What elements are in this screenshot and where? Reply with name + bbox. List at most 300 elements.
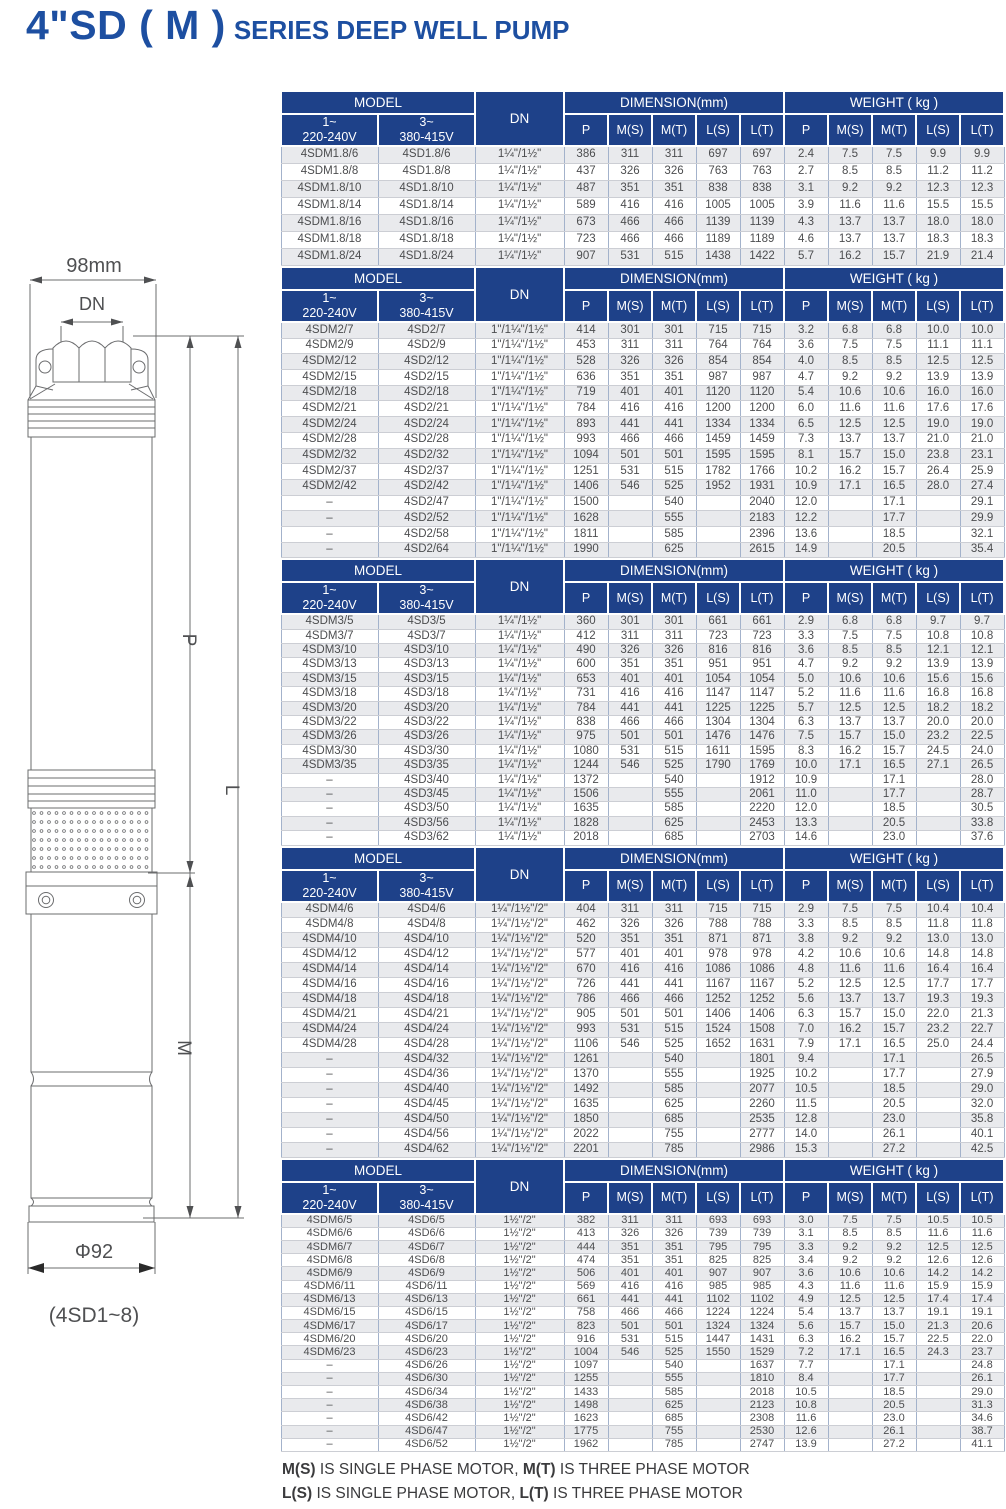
header-model: MODEL	[281, 1159, 475, 1182]
dimension-value: 723	[740, 629, 784, 643]
dimension-value: 697	[696, 146, 740, 164]
dn-value: 1¼"/1½"	[475, 658, 564, 672]
weight-value: 15.0	[872, 448, 916, 464]
header-col-ms: M(S)	[608, 1182, 652, 1214]
dimension-value: 520	[564, 932, 608, 947]
table-row	[281, 338, 1004, 354]
table-row	[281, 1097, 1004, 1112]
dimension-value: 2061	[740, 788, 784, 802]
pump-shoulder	[28, 384, 155, 400]
weight-value: 16.4	[916, 962, 960, 977]
dimension-value: 1635	[564, 802, 608, 816]
weight-value: 38.7	[960, 1425, 1004, 1438]
weight-value: 15.6	[916, 672, 960, 686]
weight-value: 6.0	[784, 401, 828, 417]
weight-value: 9.2	[872, 181, 916, 198]
weight-value: 12.3	[960, 181, 1004, 198]
model-single-phase: –	[281, 511, 378, 527]
weight-value: 23.8	[916, 448, 960, 464]
weight-value	[828, 802, 872, 816]
diagram-caption: (4SD1~8)	[48, 1304, 140, 1327]
dn-value: 1¼"/1½"/2"	[475, 1022, 564, 1037]
weight-value: 7.5	[872, 902, 916, 918]
weight-value: 4.0	[784, 354, 828, 370]
header-col-ms: M(S)	[608, 114, 652, 146]
table-row	[281, 1399, 1004, 1412]
weight-value: 19.1	[960, 1306, 1004, 1319]
spec-table-1_8	[280, 90, 1005, 266]
weight-value: 35.4	[960, 542, 1004, 558]
model-three-phase: 4SD4/8	[378, 917, 475, 932]
svg-text:98mm: 98mm	[66, 255, 122, 277]
dimension-value: 466	[652, 716, 696, 730]
dimension-value	[696, 816, 740, 830]
weight-value: 7.5	[828, 338, 872, 354]
dimension-value: 2220	[740, 802, 784, 816]
model-single-phase: 4SDM3/5	[281, 614, 378, 629]
header-voltage-single: 1~ 220-240V	[281, 114, 378, 146]
weight-value: 23.7	[960, 1346, 1004, 1359]
dimension-value	[696, 1372, 740, 1385]
dn-value: 1½"/2"	[475, 1306, 564, 1319]
dimension-value: 893	[564, 417, 608, 433]
header-col-p: P	[784, 290, 828, 322]
header-model: MODEL	[281, 847, 475, 870]
dimension-value: 351	[608, 370, 652, 386]
dimension-value: 311	[608, 1214, 652, 1228]
dimension-value: 1508	[740, 1022, 784, 1037]
weight-value: 29.9	[960, 511, 1004, 527]
dimension-value: 351	[652, 181, 696, 198]
weight-value: 26.1	[872, 1127, 916, 1142]
header-weight: WEIGHT ( kg )	[784, 847, 1004, 870]
dimension-value: 1952	[696, 479, 740, 495]
spec-table-3	[280, 558, 1005, 845]
model-three-phase: 4SD3/15	[378, 672, 475, 686]
weight-value: 11.2	[960, 164, 1004, 181]
table-header-columns	[281, 870, 1004, 902]
model-single-phase: 4SDM3/10	[281, 644, 378, 658]
weight-value: 23.2	[916, 1022, 960, 1037]
weight-value: 4.3	[784, 215, 828, 232]
dimension-value: 360	[564, 614, 608, 629]
dimension-value: 1631	[740, 1037, 784, 1052]
table-row	[281, 249, 1004, 266]
dn-value: 1¼"/1½"	[475, 730, 564, 744]
weight-value: 6.8	[872, 614, 916, 629]
weight-value: 33.8	[960, 816, 1004, 830]
model-single-phase: 4SDM2/21	[281, 401, 378, 417]
weight-value: 13.7	[828, 215, 872, 232]
table-row	[281, 730, 1004, 744]
dimension-value: 1931	[740, 479, 784, 495]
dn-value: 1¼"/1½"/2"	[475, 1097, 564, 1112]
weight-value: 10.4	[916, 902, 960, 918]
weight-value: 9.2	[872, 658, 916, 672]
weight-value: 3.0	[784, 1214, 828, 1228]
table-header-columns	[281, 114, 1004, 146]
model-single-phase: –	[281, 816, 378, 830]
dimension-value: 1167	[696, 977, 740, 992]
weight-value: 12.6	[916, 1254, 960, 1267]
dn-value: 1"/1¼"/1½"	[475, 385, 564, 401]
weight-value: 20.5	[872, 1399, 916, 1412]
weight-value: 28.7	[960, 788, 1004, 802]
table-row	[281, 788, 1004, 802]
header-col-ms: M(S)	[828, 114, 872, 146]
header-col-mt: M(T)	[652, 582, 696, 614]
table-row	[281, 215, 1004, 232]
dimension-value: 1850	[564, 1112, 608, 1127]
dn-value: 1"/1¼"/1½"	[475, 322, 564, 338]
weight-value: 10.6	[828, 672, 872, 686]
dimension-value: 1529	[740, 1346, 784, 1359]
weight-value: 12.5	[872, 701, 916, 715]
weight-value: 20.5	[872, 816, 916, 830]
dn-value: 1¼"/1½"/2"	[475, 1127, 564, 1142]
dn-value: 1½"/2"	[475, 1346, 564, 1359]
model-three-phase: 4SD6/5	[378, 1214, 475, 1228]
dimension-value: 326	[652, 354, 696, 370]
weight-value: 9.7	[960, 614, 1004, 629]
dn-value: 1"/1¼"/1½"	[475, 401, 564, 417]
weight-value: 15.7	[872, 1022, 916, 1037]
weight-value: 16.0	[960, 385, 1004, 401]
weight-value	[828, 1399, 872, 1412]
dimension-value	[696, 1067, 740, 1082]
weight-value: 21.3	[960, 1007, 1004, 1022]
dimension-value: 466	[608, 232, 652, 249]
model-three-phase: 4SD1.8/10	[378, 181, 475, 198]
model-three-phase: 4SD6/6	[378, 1227, 475, 1240]
weight-value	[916, 1399, 960, 1412]
weight-value: 2.7	[784, 164, 828, 181]
table-row	[281, 1240, 1004, 1253]
dimension-value: 2986	[740, 1142, 784, 1157]
table-header-groups	[281, 267, 1004, 290]
weight-value: 27.9	[960, 1067, 1004, 1082]
weight-value: 3.3	[784, 917, 828, 932]
weight-value: 13.0	[916, 932, 960, 947]
dimension-value: 1139	[740, 215, 784, 232]
dimension-value: 401	[608, 1267, 652, 1280]
weight-value: 17.1	[828, 1037, 872, 1052]
dimension-p	[178, 336, 199, 873]
dimension-value: 838	[740, 181, 784, 198]
dimension-value: 1224	[740, 1306, 784, 1319]
weight-value: 7.0	[784, 1022, 828, 1037]
table-row	[281, 1280, 1004, 1293]
dimension-value: 1595	[740, 744, 784, 758]
pump-screen	[31, 808, 152, 872]
model-three-phase: 4SD3/40	[378, 773, 475, 787]
dimension-value: 2615	[740, 542, 784, 558]
spec-table-6	[280, 1158, 1005, 1452]
model-three-phase: 4SD3/56	[378, 816, 475, 830]
weight-value: 10.5	[960, 1214, 1004, 1228]
weight-value: 12.2	[784, 511, 828, 527]
header-col-ls: L(S)	[916, 1182, 960, 1214]
weight-value: 12.5	[872, 417, 916, 433]
dimension-value: 1324	[696, 1320, 740, 1333]
weight-value: 23.1	[960, 448, 1004, 464]
weight-value: 8.5	[828, 917, 872, 932]
dimension-value: 531	[608, 249, 652, 266]
dn-value: 1¼"/1½"	[475, 232, 564, 249]
weight-value: 2.9	[784, 614, 828, 629]
dimension-value: 907	[564, 249, 608, 266]
dimension-value: 2018	[564, 831, 608, 845]
weight-value: 8.5	[828, 644, 872, 658]
weight-value: 8.5	[872, 1227, 916, 1240]
dimension-value: 501	[608, 730, 652, 744]
model-single-phase: 4SDM1.8/24	[281, 249, 378, 266]
weight-value: 7.7	[784, 1359, 828, 1372]
table-row	[281, 1293, 1004, 1306]
model-single-phase: 4SDM6/6	[281, 1227, 378, 1240]
weight-value: 11.6	[872, 962, 916, 977]
weight-value: 16.5	[872, 1346, 916, 1359]
weight-value: 22.0	[960, 1333, 1004, 1346]
weight-value	[916, 802, 960, 816]
dimension-value	[696, 1142, 740, 1157]
dimension-value: 546	[608, 479, 652, 495]
model-single-phase: –	[281, 1142, 378, 1157]
weight-value: 15.7	[828, 448, 872, 464]
dimension-value: 441	[652, 417, 696, 433]
dimension-value: 311	[608, 629, 652, 643]
dimension-value: 351	[608, 181, 652, 198]
weight-value	[916, 526, 960, 542]
table-row	[281, 1386, 1004, 1399]
weight-value: 24.0	[960, 744, 1004, 758]
pump-lug-right	[131, 349, 148, 390]
header-voltage-three: 3~ 380-415V	[378, 582, 475, 614]
dn-value: 1"/1¼"/1½"	[475, 448, 564, 464]
header-col-lt: L(T)	[740, 114, 784, 146]
dimension-value: 1139	[696, 215, 740, 232]
dimension-value: 2022	[564, 1127, 608, 1142]
weight-value: 7.5	[872, 629, 916, 643]
weight-value: 10.6	[828, 385, 872, 401]
dimension-value: 2018	[740, 1386, 784, 1399]
model-three-phase: 4SD4/32	[378, 1052, 475, 1067]
screw-left	[39, 893, 54, 908]
dimension-value: 2308	[740, 1412, 784, 1425]
dimension-value: 585	[652, 1082, 696, 1097]
header-col-p: P	[784, 1182, 828, 1214]
dimension-value: 441	[608, 1293, 652, 1306]
dimension-value: 723	[564, 232, 608, 249]
dimension-value: 978	[696, 947, 740, 962]
table-row	[281, 1346, 1004, 1359]
dimension-value: 401	[608, 947, 652, 962]
dn-value: 1¼"/1½"	[475, 759, 564, 773]
dimension-m	[173, 873, 194, 1218]
weight-value: 27.2	[872, 1142, 916, 1157]
dimension-value: 1611	[696, 744, 740, 758]
header-col-ls: L(S)	[696, 114, 740, 146]
weight-value: 18.5	[872, 802, 916, 816]
weight-value: 15.0	[872, 1007, 916, 1022]
dimension-value: 905	[564, 1007, 608, 1022]
model-three-phase: 4SD6/23	[378, 1346, 475, 1359]
dimension-value: 351	[652, 1254, 696, 1267]
table-row	[281, 370, 1004, 386]
weight-value: 7.3	[784, 432, 828, 448]
dimension-value: 1225	[740, 701, 784, 715]
dimension-value: 1200	[740, 401, 784, 417]
screw-right	[130, 893, 145, 908]
model-three-phase: 4SD6/52	[378, 1438, 475, 1451]
table-row	[281, 716, 1004, 730]
dimension-value: 585	[652, 526, 696, 542]
dimension-value: 625	[652, 1097, 696, 1112]
dimension-value: 1438	[696, 249, 740, 266]
dimension-value: 625	[652, 542, 696, 558]
weight-value: 17.7	[872, 1067, 916, 1082]
weight-value: 16.8	[916, 687, 960, 701]
weight-value: 15.7	[872, 1333, 916, 1346]
dimension-value: 1167	[740, 977, 784, 992]
table-row	[281, 744, 1004, 758]
note-motor-m: M(S) IS SINGLE PHASE MOTOR, M(T) IS THREE PHASE MOTOR	[282, 1461, 750, 1478]
model-single-phase: –	[281, 542, 378, 558]
dn-value: 1½"/2"	[475, 1386, 564, 1399]
weight-value: 9.2	[828, 370, 872, 386]
dn-value: 1¼"/1½"	[475, 198, 564, 215]
dn-value: 1¼"/1½"	[475, 687, 564, 701]
dimension-value: 1406	[740, 1007, 784, 1022]
dimension-value: 785	[652, 1142, 696, 1157]
dimension-value: 871	[696, 932, 740, 947]
dimension-value	[608, 495, 652, 511]
dimension-value: 416	[652, 198, 696, 215]
model-single-phase: 4SDM2/37	[281, 464, 378, 480]
footnotes	[282, 1460, 750, 1509]
dimension-value: 326	[652, 164, 696, 181]
weight-value: 7.9	[784, 1037, 828, 1052]
weight-value	[916, 1386, 960, 1399]
dn-value: 1¼"/1½"/2"	[475, 1037, 564, 1052]
weight-value: 9.2	[828, 181, 872, 198]
dimension-value: 1200	[696, 401, 740, 417]
weight-value: 9.2	[872, 370, 916, 386]
weight-value	[916, 1372, 960, 1385]
weight-value: 14.6	[784, 831, 828, 845]
weight-value: 25.9	[960, 464, 1004, 480]
weight-value: 16.2	[828, 744, 872, 758]
dimension-value: 697	[740, 146, 784, 164]
dimension-value: 838	[696, 181, 740, 198]
dimension-value: 1811	[564, 526, 608, 542]
dimension-value: 1106	[564, 1037, 608, 1052]
model-three-phase: 4SD6/20	[378, 1333, 475, 1346]
weight-value	[828, 816, 872, 830]
weight-value: 10.0	[960, 322, 1004, 338]
weight-value: 11.5	[784, 1097, 828, 1112]
dimension-value: 1251	[564, 464, 608, 480]
model-single-phase: –	[281, 1359, 378, 1372]
header-dimension: DIMENSION(mm)	[564, 91, 784, 114]
header-voltage-single: 1~ 220-240V	[281, 290, 378, 322]
table-row	[281, 1227, 1004, 1240]
note-motor-l: L(S) IS SINGLE PHASE MOTOR, L(T) IS THREE PHASE MOTOR	[282, 1485, 743, 1503]
dimension-value: 985	[696, 1280, 740, 1293]
weight-value: 11.6	[916, 1227, 960, 1240]
dn-value: 1"/1¼"/1½"	[475, 495, 564, 511]
weight-value: 9.2	[828, 932, 872, 947]
weight-value: 14.8	[960, 947, 1004, 962]
model-three-phase: 4SD3/45	[378, 788, 475, 802]
table-row	[281, 354, 1004, 370]
model-single-phase: –	[281, 1412, 378, 1425]
dimension-value: 501	[608, 448, 652, 464]
dimension-value: 1790	[696, 759, 740, 773]
dimension-value: 540	[652, 773, 696, 787]
header-col-mt: M(T)	[872, 114, 916, 146]
weight-value: 17.1	[828, 1346, 872, 1359]
dimension-value: 1628	[564, 511, 608, 527]
weight-value: 32.1	[960, 526, 1004, 542]
weight-value: 18.5	[872, 1386, 916, 1399]
weight-value	[828, 495, 872, 511]
dimension-value: 788	[740, 917, 784, 932]
model-three-phase: 4SD6/34	[378, 1386, 475, 1399]
header-col-p: P	[564, 870, 608, 902]
model-single-phase: 4SDM2/7	[281, 322, 378, 338]
weight-value: 14.8	[916, 947, 960, 962]
dimension-value: 412	[564, 629, 608, 643]
dimension-value: 1261	[564, 1052, 608, 1067]
weight-value: 13.7	[872, 432, 916, 448]
dn-value: 1½"/2"	[475, 1280, 564, 1293]
model-three-phase: 4SD3/26	[378, 730, 475, 744]
dimension-value: 1406	[564, 479, 608, 495]
dimension-value: 441	[608, 701, 652, 715]
weight-value	[828, 1052, 872, 1067]
weight-value: 12.5	[916, 354, 960, 370]
dimension-value: 326	[608, 354, 652, 370]
weight-value: 11.6	[828, 687, 872, 701]
spec-table-body	[281, 322, 1004, 558]
model-three-phase: 4SD4/45	[378, 1097, 475, 1112]
weight-value: 32.0	[960, 1097, 1004, 1112]
dimension-value: 351	[652, 932, 696, 947]
model-three-phase: 4SD4/18	[378, 992, 475, 1007]
dimension-value: 466	[652, 992, 696, 1007]
weight-value: 10.5	[916, 1214, 960, 1228]
dimension-value: 1775	[564, 1425, 608, 1438]
weight-value	[916, 1067, 960, 1082]
model-three-phase: 4SD2/32	[378, 448, 475, 464]
header-col-p: P	[564, 582, 608, 614]
dimension-value: 569	[564, 1280, 608, 1293]
weight-value: 9.9	[960, 146, 1004, 164]
weight-value: 12.5	[828, 977, 872, 992]
weight-value	[828, 1359, 872, 1372]
weight-value: 16.8	[960, 687, 1004, 701]
dimension-value: 441	[608, 417, 652, 433]
weight-value: 13.7	[828, 432, 872, 448]
model-three-phase: 4SD3/5	[378, 614, 475, 629]
model-single-phase: –	[281, 1127, 378, 1142]
model-single-phase: –	[281, 1052, 378, 1067]
model-three-phase: 4SD6/38	[378, 1399, 475, 1412]
model-three-phase: 4SD2/47	[378, 495, 475, 511]
weight-value	[916, 1359, 960, 1372]
dimension-value: 1252	[696, 992, 740, 1007]
